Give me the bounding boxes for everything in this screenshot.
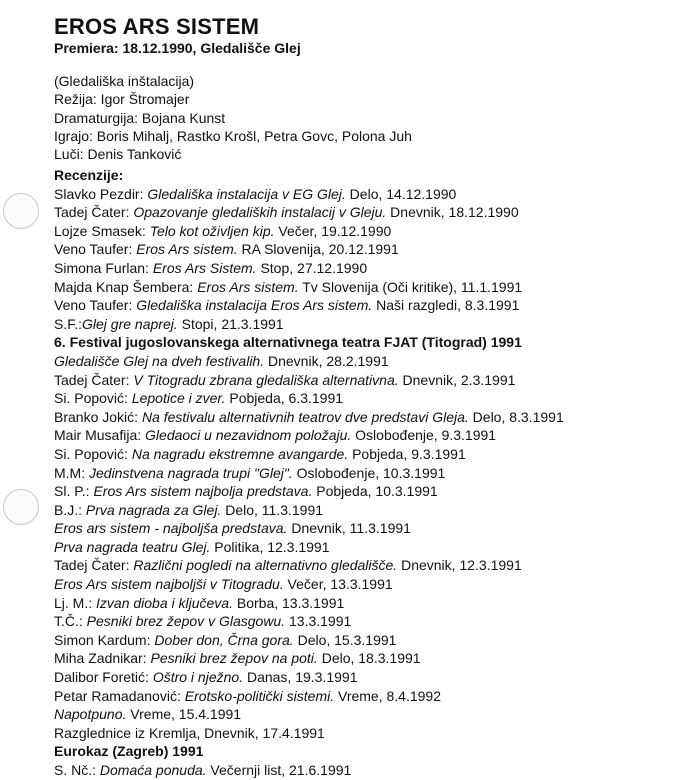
review-work: Jedinstvena nagrada trupi "Glej".	[89, 464, 293, 481]
review-entry	[54, 501, 564, 520]
punch-hole	[3, 489, 39, 525]
review-entry	[54, 296, 564, 315]
review-author: Majda Knap Šembera:	[54, 278, 198, 295]
review-entry	[54, 631, 564, 650]
review-source: Oslobođenje, 10.3.1991	[292, 464, 446, 481]
review-work: Napotpuno.	[54, 706, 127, 723]
review-author: T.Č.:	[54, 613, 87, 630]
review-work: Eros Ars Sistem.	[152, 259, 257, 276]
review-source: Danas, 19.3.1991	[243, 669, 358, 686]
review-entry	[54, 389, 564, 408]
review-source: RA Slovenija, 20.12.1991	[237, 241, 399, 258]
review-entry	[54, 185, 564, 204]
review-source: Pobjeda, 6.3.1991	[225, 390, 344, 407]
review-work: Eros Ars sistem.	[136, 241, 238, 258]
review-source: Vreme, 8.4.1992	[334, 687, 441, 704]
review-source: Večernji list, 21.6.1991	[206, 762, 352, 778]
review-author: Branko Jokić:	[54, 408, 142, 425]
review-entry	[54, 278, 564, 297]
review-entry	[54, 426, 564, 445]
review-author: Slavko Pezdir:	[54, 185, 148, 202]
review-entry	[54, 724, 564, 743]
review-work: Gledališka instalacija v EG Glej.	[147, 185, 346, 202]
review-source: Dnevnik, 2.3.1991	[398, 371, 516, 388]
review-source: Večer, 19.12.1990	[274, 222, 392, 239]
review-source: Delo, 15.3.1991	[293, 631, 397, 648]
review-work: Opazovanje gledaliških instalacij v Gleju.	[133, 204, 387, 221]
review-author: S.F.:	[54, 315, 83, 332]
review-source: Politika, 12.3.1991	[210, 538, 330, 555]
review-author: Petar Ramadanović:	[54, 687, 185, 704]
review-source: Borba, 13.3.1991	[232, 594, 345, 611]
review-entry	[54, 464, 564, 483]
review-author: Tadej Čater:	[54, 204, 134, 221]
credits-block	[54, 72, 412, 163]
review-work: Gledališka instalacija Eros Ars sistem.	[136, 297, 373, 314]
review-work: Dober don, Črna gora.	[154, 631, 294, 648]
review-entry	[54, 482, 564, 501]
review-work: Telo kot oživljen kip.	[149, 222, 275, 239]
review-author: Si. Popović:	[54, 390, 132, 407]
review-author: Sl. P.:	[54, 483, 94, 500]
review-entry	[54, 371, 564, 390]
review-author: Veno Taufer:	[54, 241, 137, 258]
review-source: Delo, 11.3.1991	[221, 501, 324, 518]
review-entry	[54, 594, 564, 613]
review-author: B.J.:	[54, 501, 86, 518]
review-work: Pesniki brez žepov v Glasgowu.	[86, 613, 286, 630]
review-work: Eros Ars sistem.	[197, 278, 299, 295]
review-entry	[54, 222, 564, 241]
review-source: Dnevnik, 12.3.1991	[397, 557, 522, 574]
review-source: Delo, 18.3.1991	[317, 650, 421, 667]
review-source: Dnevnik, 18.12.1990	[386, 204, 519, 221]
review-author: M.M:	[54, 464, 89, 481]
review-work: Na nagradu ekstremne avangarde.	[131, 445, 349, 462]
review-entry	[54, 556, 564, 575]
review-work: V Titogradu zbrana gledališka alternativna.	[133, 371, 399, 388]
review-entry	[54, 575, 564, 594]
review-work: Pesniki brez žepov na poti.	[150, 650, 318, 667]
reviews-heading: Recenzije:	[54, 167, 124, 183]
review-author: Mair Musafija:	[54, 427, 146, 444]
review-work: Domaća ponuda.	[99, 762, 207, 778]
review-source: Naši razgledi, 8.3.1991	[372, 297, 520, 314]
review-work: Oštro i nježno.	[152, 669, 244, 686]
review-source: Tv Slovenija (Oči kritike), 11.1.1991	[298, 278, 523, 295]
review-work: Eros ars sistem - najboljša predstava.	[54, 520, 288, 537]
punch-hole	[3, 193, 39, 229]
review-author: Tadej Čater:	[54, 371, 134, 388]
review-author: Simona Furlan:	[54, 259, 153, 276]
review-author: Si. Popović:	[54, 445, 132, 462]
review-source: Večer, 13.3.1991	[283, 576, 393, 593]
review-entry	[54, 668, 564, 687]
credit-line: Režija: Igor Štromajer	[54, 91, 190, 108]
review-author: Tadej Čater:	[54, 557, 134, 574]
review-work: Gledališče Glej na dveh festivalih.	[54, 352, 265, 369]
review-entry	[54, 315, 564, 334]
review-work: Prva nagrada teatru Glej.	[54, 538, 211, 555]
premiere-line: Premiera: 18.12.1990, Gledališče Glej	[54, 40, 301, 56]
credit-line: (Gledališka inštalacija)	[54, 73, 195, 89]
review-work: Erotsko-politički sistemi.	[184, 687, 335, 704]
review-source: Stop, 27.12.1990	[256, 259, 368, 276]
review-entry	[54, 203, 564, 222]
review-entry	[54, 612, 564, 631]
review-source: Dnevnik, 11.3.1991	[287, 520, 411, 537]
review-work: Na festivalu alternativnih teatrov dve predstavi Gleja.	[141, 408, 469, 425]
reviews-block	[54, 166, 564, 780]
review-author: Razglednice iz Kremlja, Dnevnik, 17.4.1991	[54, 724, 325, 741]
review-entry	[54, 259, 564, 278]
review-work: Gledaoci u nezavidnom položaju.	[145, 427, 352, 444]
review-work: Lepotice i zver.	[131, 390, 226, 407]
review-entry	[54, 240, 564, 259]
review-work: Eros Ars sistem najbolјši v Titogradu.	[54, 576, 284, 593]
festival-heading: 6. Festival jugoslovanskega alternativnega teatra FJAT (Titograd) 1991	[54, 334, 522, 351]
review-author: Simon Kardum:	[54, 631, 155, 648]
review-source: Vreme, 15.4.1991	[126, 706, 242, 723]
review-source: Oslobođenje, 9.3.1991	[351, 427, 497, 444]
review-source: Stopi, 21.3.1991	[177, 315, 284, 332]
review-work: Eros Ars sistem najbolja predstava.	[93, 483, 313, 500]
review-entry	[54, 705, 564, 724]
review-source: Pobjeda, 9.3.1991	[348, 445, 466, 462]
review-source: Delo, 8.3.1991	[468, 408, 564, 425]
review-work: Glej gre naprej.	[82, 315, 178, 332]
review-entry	[54, 445, 564, 464]
review-entry	[54, 519, 564, 538]
review-author: Veno Taufer:	[54, 297, 137, 314]
review-entry	[54, 408, 564, 427]
review-author: Dalibor Foretić:	[54, 669, 153, 686]
credit-line: Igrajo: Boris Mihalj, Rastko Krošl, Petra Govc, Polona Juh	[54, 127, 412, 144]
review-entry	[54, 352, 564, 371]
festival-heading: Eurokaz (Zagreb) 1991	[54, 743, 204, 760]
review-source: Pobjeda, 10.3.1991	[312, 483, 438, 500]
review-source: 13.3.1991	[285, 613, 352, 630]
review-source: Delo, 14.12.1990	[345, 185, 457, 202]
review-entry	[54, 761, 564, 780]
review-work: Prva nagrada za Glej.	[85, 501, 222, 518]
review-work: Izvan dioba i ključeva.	[96, 594, 233, 611]
review-source: Dnevnik, 28.2.1991	[264, 352, 389, 369]
credit-line: Luči: Denis Tanković	[54, 146, 182, 163]
review-author: Miha Zadnikar:	[54, 650, 151, 667]
review-entry	[54, 649, 564, 668]
review-author: Lojze Smasek:	[54, 222, 150, 239]
review-entry	[54, 687, 564, 706]
review-work: Različni pogledi na alternativno gledališče.	[133, 557, 398, 574]
review-author: Lj. M.:	[54, 594, 97, 611]
document-title: EROS ARS SISTEM	[54, 14, 260, 39]
credit-line: Dramaturgija: Bojana Kunst	[54, 109, 226, 126]
review-entry	[54, 538, 564, 557]
review-author: S. Nč.:	[54, 762, 100, 778]
